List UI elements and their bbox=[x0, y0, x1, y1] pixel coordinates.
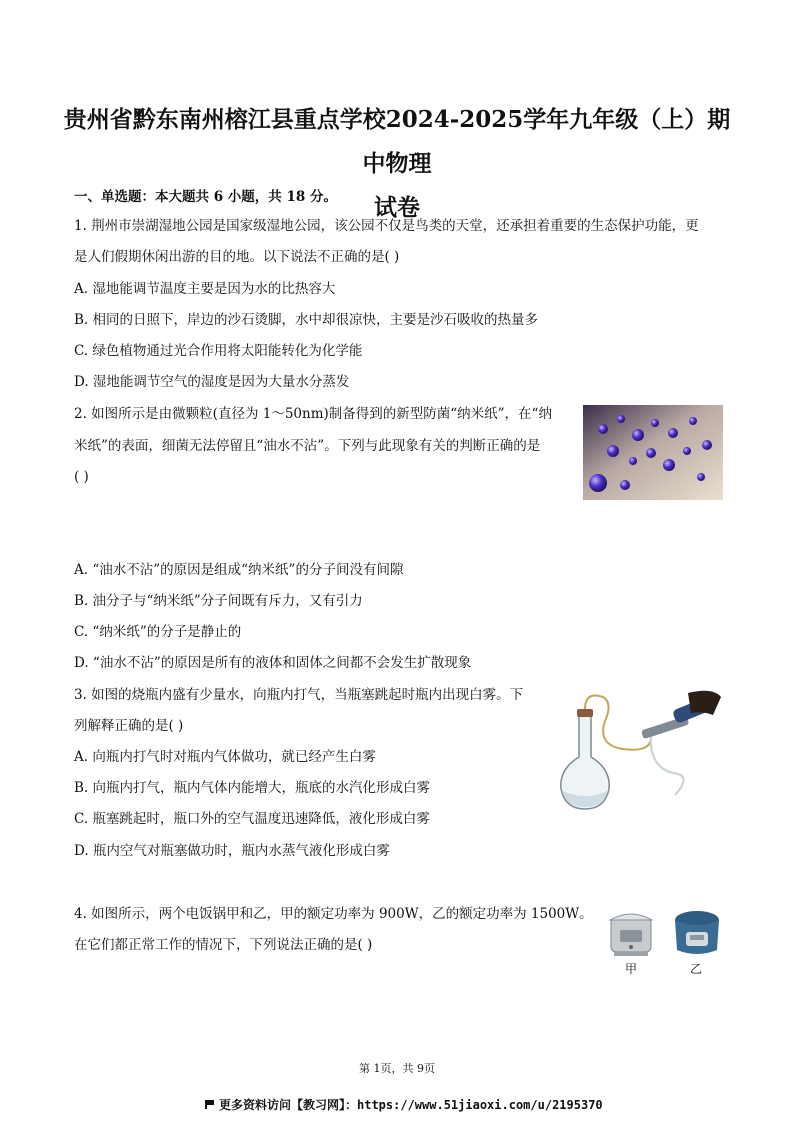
q2-option-c: C. “纳米纸”的分子是静止的 bbox=[74, 624, 242, 640]
q1-stem: 1. 荆州市崇湖湿地公园是国家级湿地公园，该公园不仅是鸟类的天堂，还承担着重要的生态保护功能，更 bbox=[74, 218, 699, 234]
flag-icon bbox=[205, 1100, 215, 1109]
flask-pump-illustration bbox=[553, 685, 723, 815]
q2-option-b: B. 油分子与“纳米纸”分子间既有斥力，又有引力 bbox=[74, 593, 363, 609]
q3-option-c: C. 瓶塞跳起时，瓶口外的空气温度迅速降低，液化形成白雾 bbox=[74, 811, 430, 827]
q4-stem: 4. 如图所示，两个电饭锅甲和乙，甲的额定功率为 900W，乙的额定功率为 1500W。 bbox=[74, 906, 593, 922]
section-heading: 一、单选题：本大题共 6 小题，共 18 分。 bbox=[74, 189, 337, 205]
q1-option-d: D. 湿地能调节空气的湿度是因为大量水分蒸发 bbox=[74, 374, 350, 390]
nano-paper-photo bbox=[583, 405, 723, 500]
q2-option-d: D. “油水不沾”的原因是所有的液体和固体之间都不会发生扩散现象 bbox=[74, 655, 472, 671]
q1-option-c: C. 绿色植物通过光合作用将太阳能转化为化学能 bbox=[74, 343, 363, 359]
rice-cooker-jia bbox=[606, 906, 656, 958]
q1-option-b: B. 相同的日照下，岸边的沙石烫脚，水中却很凉快，主要是沙石吸收的热量多 bbox=[74, 312, 539, 328]
q3-stem-cont: 列解释正确的是( ) bbox=[74, 718, 184, 734]
q3-stem: 3. 如图的烧瓶内盛有少量水，向瓶内打气，当瓶塞跳起时瓶内出现白雾。下 bbox=[74, 687, 524, 703]
q2-option-a: A. “油水不沾”的原因是组成“纳米纸”的分子间没有间隙 bbox=[74, 562, 404, 578]
q3-option-b: B. 向瓶内打气，瓶内气体内能增大，瓶底的水汽化形成白雾 bbox=[74, 780, 431, 796]
cooker-label-jia: 甲 bbox=[625, 962, 638, 976]
page-title: 贵州省黔东南州榕江县重点学校2024-2025学年九年级（上）期中物理 试卷 bbox=[63, 106, 731, 221]
q1-option-a: A. 湿地能调节温度主要是因为水的比热容大 bbox=[74, 281, 336, 297]
cooker-label-yi: 乙 bbox=[690, 962, 703, 976]
footer-link[interactable]: 更多资料访问【教习网】：https://www.51jiaoxi.com/u/2195370 bbox=[205, 1096, 603, 1113]
q4-stem-cont: 在它们都正常工作的情况下，下列说法正确的是( ) bbox=[74, 937, 373, 953]
q3-option-d: D. 瓶内空气对瓶塞做功时，瓶内水蒸气液化形成白雾 bbox=[74, 843, 390, 859]
q2-stem-cont: 米纸”的表面，细菌无法停留且“油水不沾”。下列与此现象有关的判断正确的是 bbox=[74, 438, 541, 454]
q1-stem-cont: 是人们假期休闲出游的目的地。以下说法不正确的是( ) bbox=[74, 249, 400, 265]
q2-stem-cont2: ( ) bbox=[74, 469, 89, 485]
q2-stem: 2. 如图所示是由微颗粒(直径为 1～50nm)制备得到的新型防菌“纳米纸”，在“纳 bbox=[74, 406, 552, 422]
rice-cooker-yi bbox=[671, 906, 723, 958]
q3-option-a: A. 向瓶内打气时对瓶内气体做功，就已经产生白雾 bbox=[74, 749, 376, 765]
page-number: 第 1页，共 9页 bbox=[359, 1062, 435, 1075]
